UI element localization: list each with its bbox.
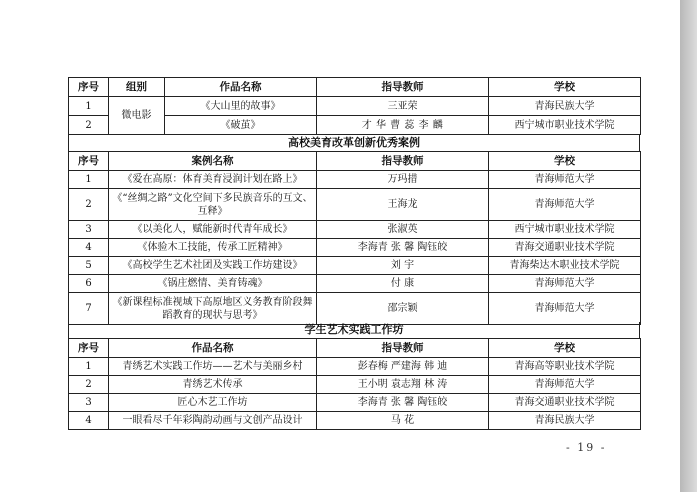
row-work: 一眼看尽千年彩陶韵动画与文创产品设计	[109, 412, 317, 430]
row-no: 2	[69, 116, 109, 135]
row-school: 青海交通职业技术学院	[489, 239, 641, 257]
page-number: - 19 -	[566, 441, 607, 454]
table-row	[69, 293, 641, 325]
table-row	[69, 189, 641, 221]
row-no: 4	[69, 412, 109, 430]
row-teacher: 李海青 张 馨 陶钰皎	[317, 394, 489, 412]
row-teacher: 彭春梅 严建海 韩 迪	[317, 358, 489, 376]
row-work: 《“丝绸之路”文化空间下多民族音乐的互文、互释》	[109, 189, 317, 221]
row-school: 西宁城市职业技术学院	[489, 221, 641, 239]
row-school: 青海师范大学	[489, 171, 641, 189]
reform-cases-table	[68, 151, 641, 325]
row-no: 1	[69, 97, 109, 116]
header-group: 组别	[109, 78, 165, 97]
row-teacher: 王海龙	[317, 189, 489, 221]
row-teacher: 张淑英	[317, 221, 489, 239]
row-school: 青海民族大学	[489, 412, 641, 430]
row-school: 青海民族大学	[489, 97, 641, 116]
row-work: 匠心木艺工作坊	[109, 394, 317, 412]
row-teacher: 王小明 袁志翔 林 涛	[317, 376, 489, 394]
table-row	[69, 171, 641, 189]
group-cell: 微电影	[109, 97, 165, 135]
row-work: 《破茧》	[165, 116, 317, 135]
row-work: 《高校学生艺术社团及实践工作坊建设》	[109, 257, 317, 275]
row-work: 青绣艺术传承	[109, 376, 317, 394]
workshops-table	[68, 338, 641, 430]
table-row	[69, 97, 641, 116]
page-edge	[680, 0, 697, 492]
row-work: 《新课程标准视域下高原地区义务教育阶段舞蹈教育的现状与思考》	[109, 293, 317, 325]
row-teacher: 李海青 张 馨 陶钰皎	[317, 239, 489, 257]
row-no: 4	[69, 239, 109, 257]
header-teacher: 指导教师	[317, 152, 489, 171]
row-work: 《体验木工技能，传承工匠精神》	[109, 239, 317, 257]
row-work: 青绣艺术实践工作坊——艺术与美丽乡村	[109, 358, 317, 376]
micro-film-table	[68, 77, 641, 135]
row-teacher: 万玛措	[317, 171, 489, 189]
header-no: 序号	[69, 339, 109, 358]
row-no: 2	[69, 376, 109, 394]
row-no: 1	[69, 358, 109, 376]
row-no: 6	[69, 275, 109, 293]
row-school: 青海柴达木职业技术学院	[489, 257, 641, 275]
row-teacher: 刘 宇	[317, 257, 489, 275]
header-no: 序号	[69, 152, 109, 171]
row-school: 青海师范大学	[489, 376, 641, 394]
row-work: 《锅庄燃情、美育铸魂》	[109, 275, 317, 293]
row-teacher: 付 康	[317, 275, 489, 293]
row-school: 青海师范大学	[489, 189, 641, 221]
table-row	[69, 221, 641, 239]
row-school: 青海师范大学	[489, 275, 641, 293]
header-school: 学校	[489, 78, 641, 97]
row-work: 《以美化人，赋能新时代青年成长》	[109, 221, 317, 239]
section-title-reform-cases: 高校美育改革创新优秀案例	[68, 135, 640, 151]
table-row	[69, 358, 641, 376]
row-teacher: 马 花	[317, 412, 489, 430]
row-teacher: 三亚荣	[317, 97, 489, 116]
row-no: 1	[69, 171, 109, 189]
row-no: 3	[69, 394, 109, 412]
table-row	[69, 275, 641, 293]
header-teacher: 指导教师	[317, 78, 489, 97]
table-row	[69, 257, 641, 275]
table-row	[69, 394, 641, 412]
header-work: 作品名称	[165, 78, 317, 97]
row-teacher: 才 华 曹 蕊 李 麟	[317, 116, 489, 135]
header-work: 作品名称	[109, 339, 317, 358]
row-no: 7	[69, 293, 109, 325]
header-case: 案例名称	[109, 152, 317, 171]
row-school: 青海交通职业技术学院	[489, 394, 641, 412]
table-row	[69, 376, 641, 394]
row-no: 3	[69, 221, 109, 239]
table-row	[69, 239, 641, 257]
row-school: 青海高等职业技术学院	[489, 358, 641, 376]
header-school: 学校	[489, 152, 641, 171]
row-teacher: 邵宗颖	[317, 293, 489, 325]
row-no: 5	[69, 257, 109, 275]
row-work: 《爱在高原：体育美育浸润计划在路上》	[109, 171, 317, 189]
section-title-workshops: 学生艺术实践工作坊	[68, 322, 640, 338]
header-school: 学校	[489, 339, 641, 358]
row-no: 2	[69, 189, 109, 221]
row-school: 青海师范大学	[489, 293, 641, 325]
table-row	[69, 412, 641, 430]
header-no: 序号	[69, 78, 109, 97]
header-teacher: 指导教师	[317, 339, 489, 358]
row-work: 《大山里的故事》	[165, 97, 317, 116]
row-school: 西宁城市职业技术学院	[489, 116, 641, 135]
